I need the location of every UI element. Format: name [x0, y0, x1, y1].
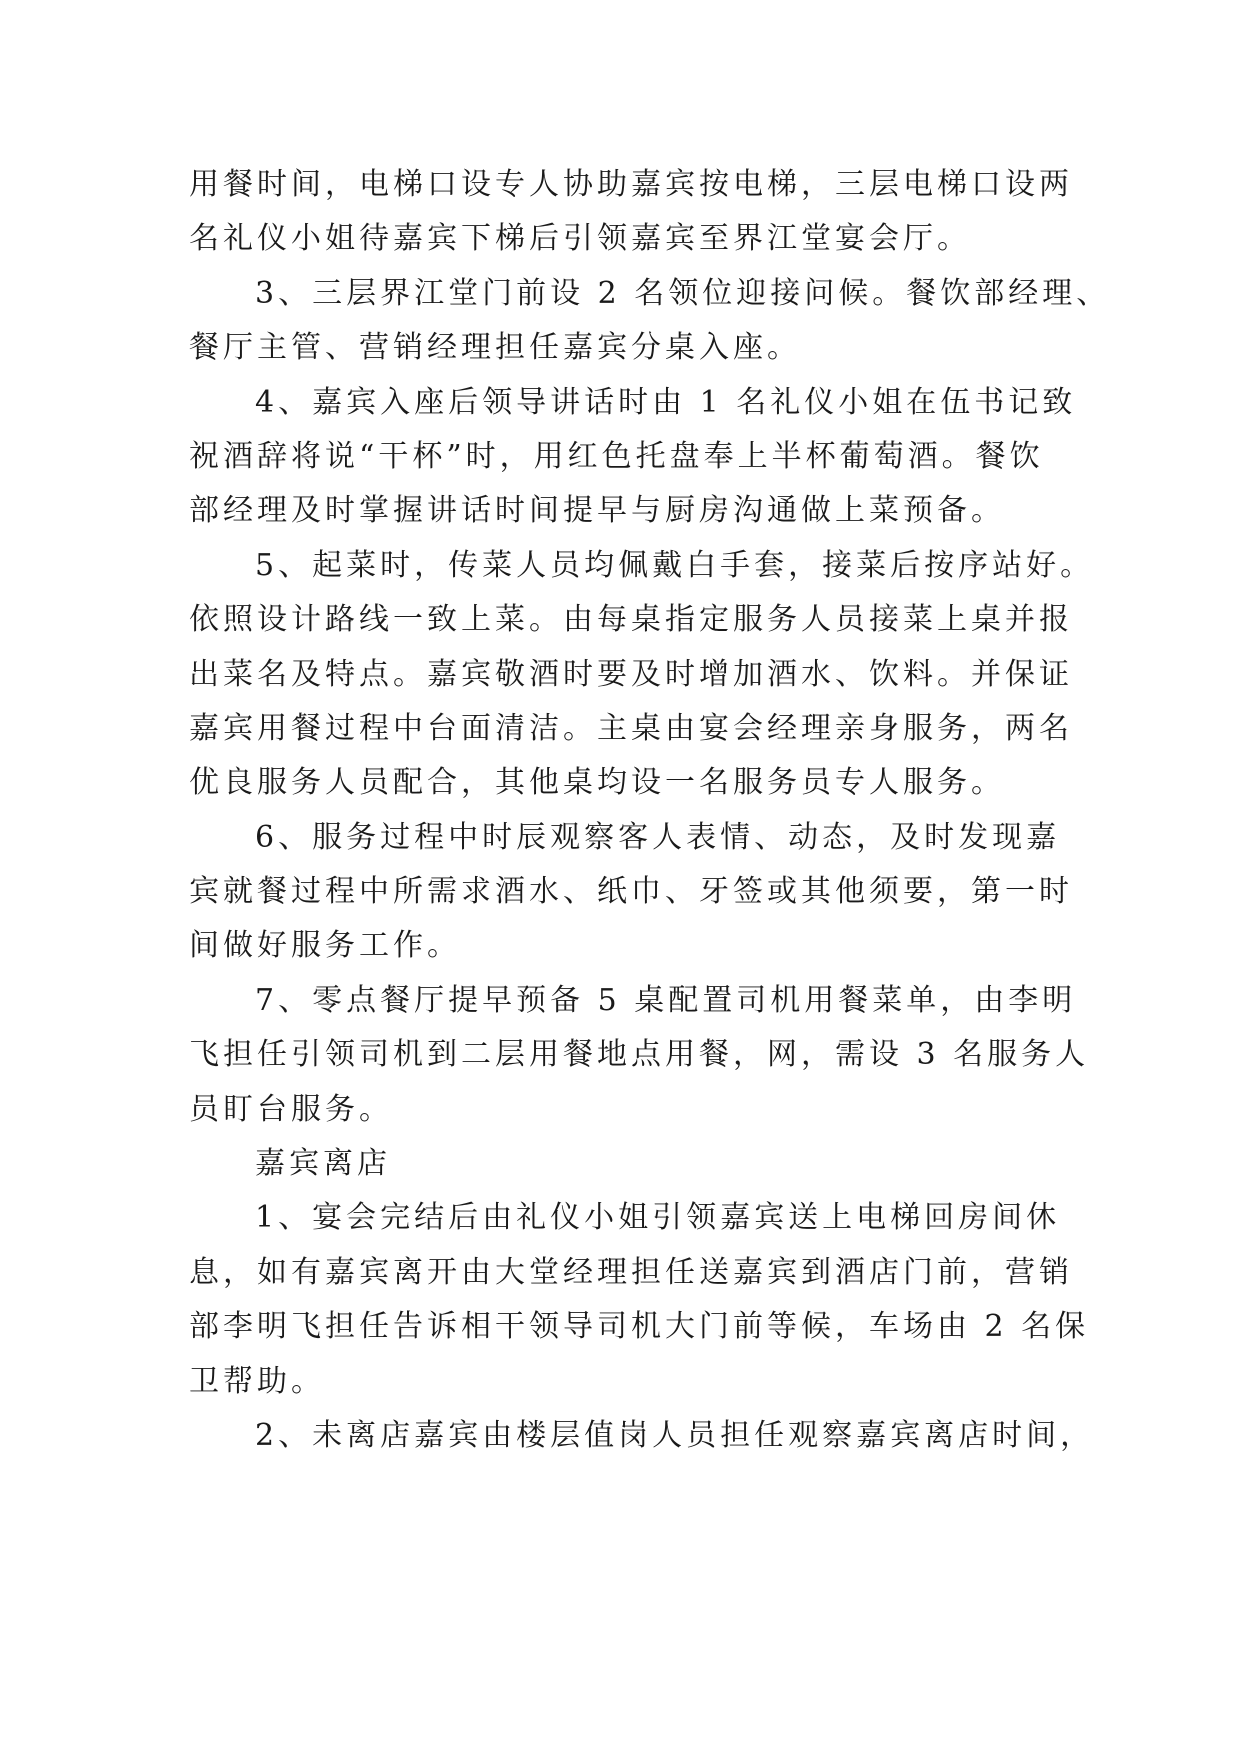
- text-line: 卫帮助。: [189, 1363, 325, 1399]
- text-line: 4、嘉宾入座后领导讲话时由 1 名礼仪小姐在伍书记致: [255, 384, 1077, 420]
- text-line: 7、零点餐厅提早预备 5 桌配置司机用餐菜单，由李明: [255, 982, 1077, 1018]
- text-line: 用餐时间，电梯口设专人协助嘉宾按电梯，三层电梯口设两: [189, 167, 1073, 202]
- text-line: 1、宴会完结后由礼仪小姐引领嘉宾送上电梯回房间休: [255, 1200, 1061, 1236]
- text-line: 优良服务人员配合，其他桌均设一名服务员专人服务。: [189, 765, 1005, 801]
- text-line: 嘉宾离店: [255, 1146, 391, 1182]
- text-line: 名礼仪小姐待嘉宾下梯后引领嘉宾至界江堂宴会厅。: [189, 221, 971, 257]
- text-line: 2、未离店嘉宾由楼层值岗人员担任观察嘉宾离店时间，: [255, 1417, 1095, 1453]
- document-body: [189, 158, 1111, 1463]
- text-line: 间做好服务工作。: [189, 928, 461, 964]
- text-line: 部李明飞担任告诉相干领导司机大门前等候，车场由 2 名保: [189, 1309, 1090, 1345]
- text-line: 5、起菜时，传菜人员均佩戴白手套，接菜后按序站好。: [255, 547, 1095, 583]
- text-line: 3、三层界江堂门前设 2 名领位迎接问候。餐饮部经理、: [255, 275, 1111, 311]
- text-line: 餐厅主管、营销经理担任嘉宾分桌入座。: [189, 330, 801, 366]
- text-line: 息，如有嘉宾离开由大堂经理担任送嘉宾到酒店门前，营销: [189, 1254, 1073, 1290]
- text-line: 祝酒辞将说“干杯”时，用红色托盘奉上半杯葡萄酒。餐饮: [189, 438, 1044, 474]
- text-line: 依照设计路线一致上菜。由每桌指定服务人员接菜上桌并报: [189, 602, 1073, 638]
- text-line: 6、服务过程中时辰观察客人表情、动态，及时发现嘉: [255, 819, 1061, 855]
- text-line: 嘉宾用餐过程中台面清洁。主桌由宴会经理亲身服务，两名: [189, 710, 1073, 746]
- text-line: 部经理及时掌握讲话时间提早与厨房沟通做上菜预备。: [189, 493, 1005, 529]
- text-line: 飞担任引领司机到二层用餐地点用餐，网，需设 3 名服务人: [189, 1037, 1090, 1073]
- text-line: 宾就餐过程中所需求酒水、纸巾、牙签或其他须要，第一时: [189, 874, 1073, 910]
- text-line: 出菜名及特点。嘉宾敬酒时要及时增加酒水、饮料。并保证: [189, 656, 1073, 692]
- text-line: 员盯台服务。: [189, 1091, 393, 1127]
